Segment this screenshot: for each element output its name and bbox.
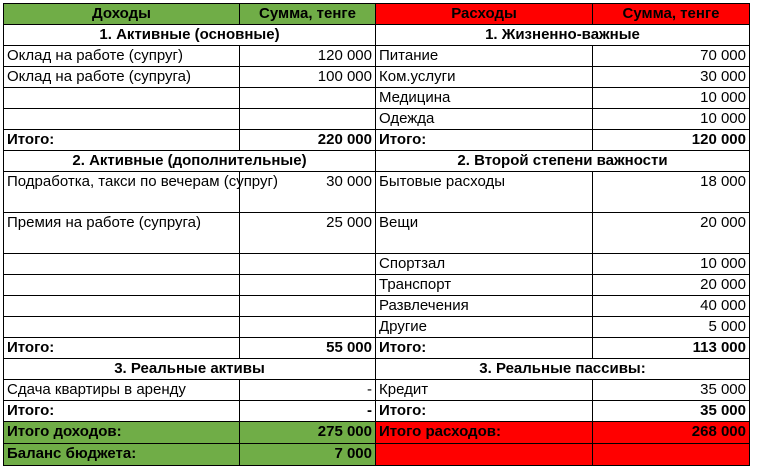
table-row <box>4 254 750 275</box>
expense-label: Ком.услуги <box>376 67 593 88</box>
income-label <box>4 254 240 275</box>
expense-total-label: Итого: <box>376 130 593 151</box>
income-label <box>4 88 240 109</box>
expense-label: Бытовые расходы <box>376 172 593 213</box>
income-label <box>4 296 240 317</box>
expense-value: 10 000 <box>593 254 750 275</box>
expense-label: Другие <box>376 317 593 338</box>
income-value <box>240 317 376 338</box>
income-label <box>4 109 240 130</box>
income-value: - <box>240 380 376 401</box>
expense-section-title: 2. Второй степени важности <box>376 151 750 172</box>
balance-label: Баланс бюджета: <box>4 444 240 466</box>
income-section-title: 3. Реальные активы <box>4 359 376 380</box>
income-label <box>4 317 240 338</box>
expense-label: Развлечения <box>376 296 593 317</box>
income-label: Премия на работе (супруга) <box>4 213 240 254</box>
balance-expense-filler <box>593 444 750 466</box>
expense-value: 10 000 <box>593 88 750 109</box>
total-expense-value: 268 000 <box>593 422 750 444</box>
total-row <box>4 338 750 359</box>
income-label: Оклад на работе (супруга) <box>4 67 240 88</box>
income-value: 100 000 <box>240 67 376 88</box>
section-row <box>4 359 750 380</box>
total-expense-label: Итого расходов: <box>376 422 593 444</box>
expense-label: Вещи <box>376 213 593 254</box>
section-row <box>4 25 750 46</box>
expense-total-label: Итого: <box>376 401 593 422</box>
header-row <box>4 4 750 25</box>
section-row <box>4 151 750 172</box>
expense-value: 10 000 <box>593 109 750 130</box>
total-income-value: 275 000 <box>240 422 376 444</box>
income-value <box>240 88 376 109</box>
expense-value: 5 000 <box>593 317 750 338</box>
income-label <box>4 275 240 296</box>
income-section-title: 1. Активные (основные) <box>4 25 376 46</box>
table-row <box>4 88 750 109</box>
balance-row <box>4 444 750 466</box>
summary-row <box>4 422 750 444</box>
income-value: 25 000 <box>240 213 376 254</box>
expense-sum-header: Сумма, тенге <box>593 4 750 25</box>
expense-total-value: 113 000 <box>593 338 750 359</box>
total-row <box>4 130 750 151</box>
income-total-label: Итого: <box>4 130 240 151</box>
budget-table <box>3 3 750 466</box>
expense-label: Спортзал <box>376 254 593 275</box>
total-income-label: Итого доходов: <box>4 422 240 444</box>
income-label: Сдача квартиры в аренду <box>4 380 240 401</box>
table-row <box>4 109 750 130</box>
income-total-value: - <box>240 401 376 422</box>
expense-header: Расходы <box>376 4 593 25</box>
income-label: Оклад на работе (супруг) <box>4 46 240 67</box>
table-row <box>4 275 750 296</box>
expense-label: Транспорт <box>376 275 593 296</box>
expense-value: 20 000 <box>593 275 750 296</box>
income-value <box>240 275 376 296</box>
table-row <box>4 172 750 213</box>
expense-total-value: 35 000 <box>593 401 750 422</box>
income-section-title: 2. Активные (дополнительные) <box>4 151 376 172</box>
income-label: Подработка, такси по вечерам (супруг) <box>4 172 240 213</box>
income-value: 30 000 <box>240 172 376 213</box>
total-row <box>4 401 750 422</box>
expense-label: Кредит <box>376 380 593 401</box>
expense-value: 18 000 <box>593 172 750 213</box>
expense-total-label: Итого: <box>376 338 593 359</box>
table-row <box>4 46 750 67</box>
income-total-label: Итого: <box>4 338 240 359</box>
expense-label: Питание <box>376 46 593 67</box>
income-total-label: Итого: <box>4 401 240 422</box>
income-value <box>240 109 376 130</box>
expense-value: 35 000 <box>593 380 750 401</box>
income-sum-header: Сумма, тенге <box>240 4 376 25</box>
table-row <box>4 380 750 401</box>
expense-section-title: 3. Реальные пассивы: <box>376 359 750 380</box>
expense-value: 40 000 <box>593 296 750 317</box>
expense-value: 20 000 <box>593 213 750 254</box>
income-total-value: 55 000 <box>240 338 376 359</box>
income-total-value: 220 000 <box>240 130 376 151</box>
expense-section-title: 1. Жизненно-важные <box>376 25 750 46</box>
expense-value: 70 000 <box>593 46 750 67</box>
income-value <box>240 296 376 317</box>
expense-label: Медицина <box>376 88 593 109</box>
income-header: Доходы <box>4 4 240 25</box>
expense-total-value: 120 000 <box>593 130 750 151</box>
expense-value: 30 000 <box>593 67 750 88</box>
table-row <box>4 67 750 88</box>
table-row <box>4 317 750 338</box>
income-value: 120 000 <box>240 46 376 67</box>
expense-label: Одежда <box>376 109 593 130</box>
balance-value: 7 000 <box>240 444 376 466</box>
income-value <box>240 254 376 275</box>
table-row <box>4 213 750 254</box>
table-row <box>4 296 750 317</box>
balance-expense-filler <box>376 444 593 466</box>
